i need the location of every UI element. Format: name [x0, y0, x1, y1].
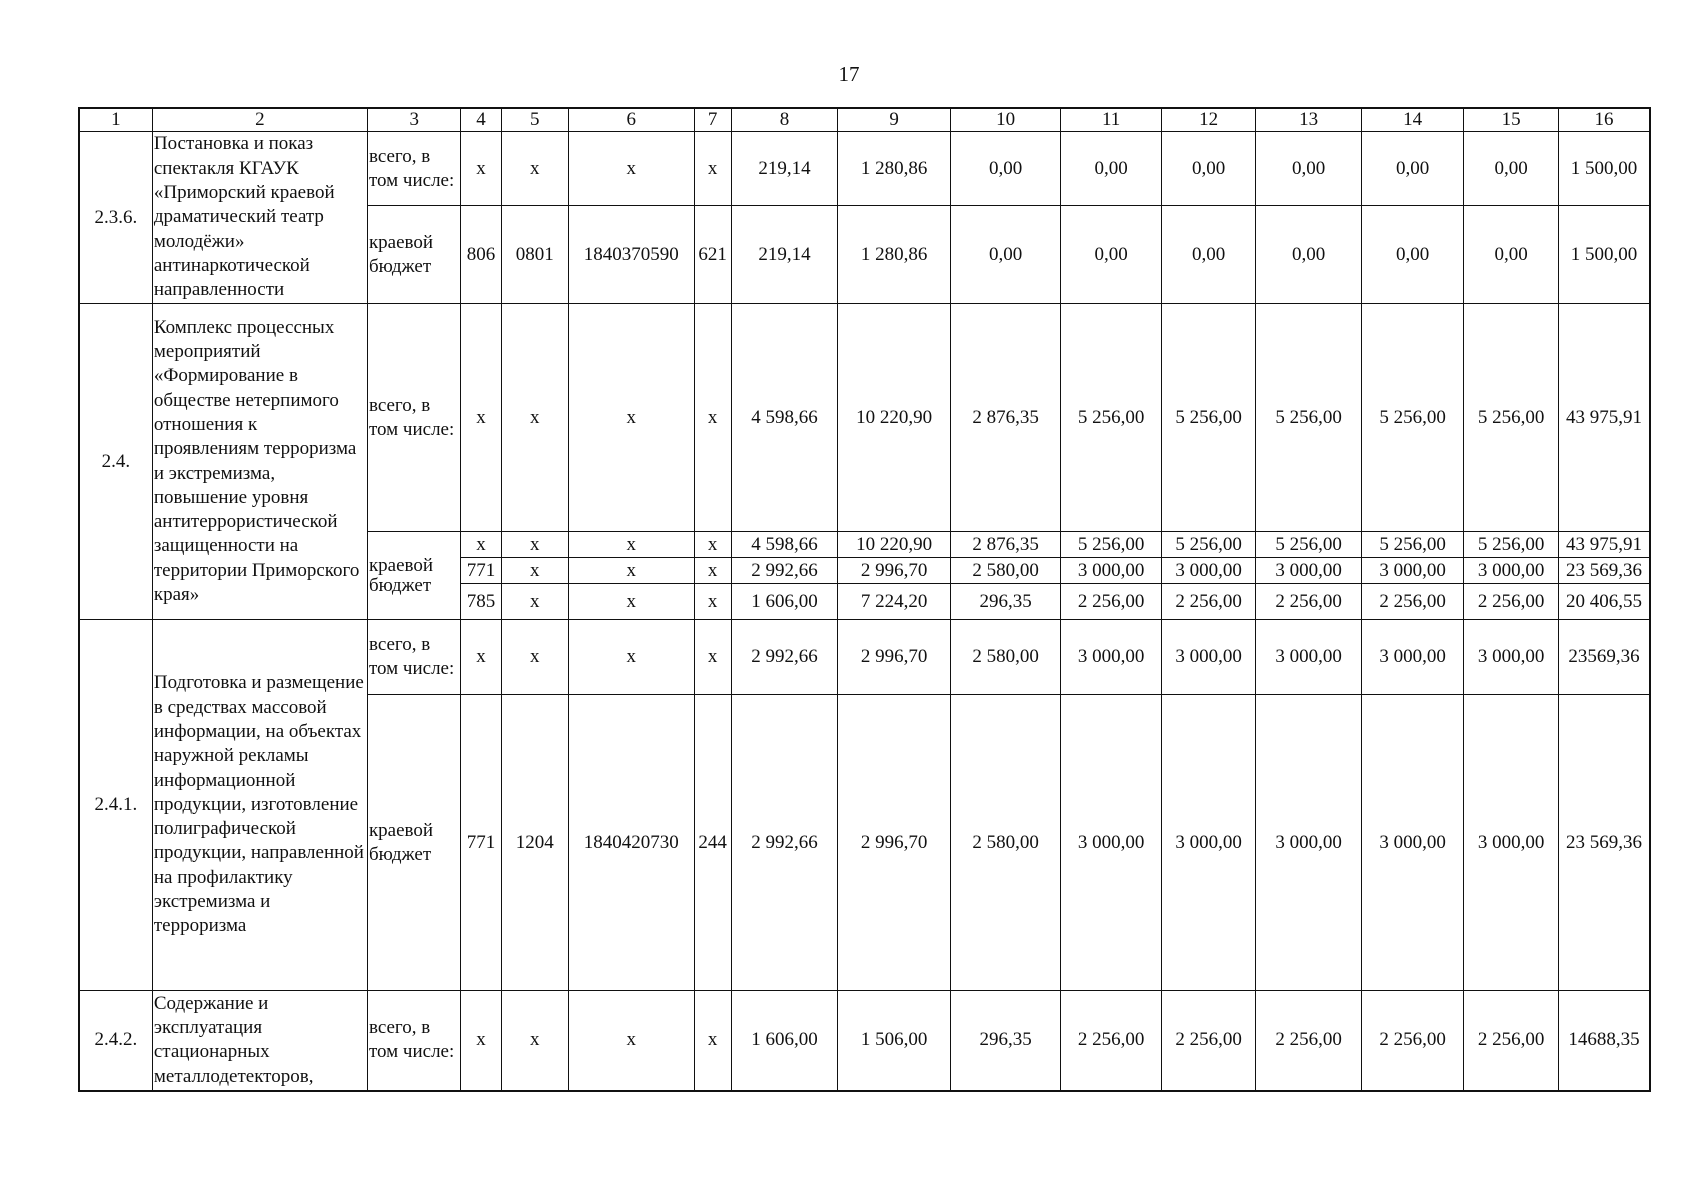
value-cell: 5 256,00	[1361, 304, 1464, 532]
column-number: 6	[568, 108, 694, 132]
value-cell: 2 256,00	[1061, 584, 1162, 620]
funding-source: всего, в том числе:	[367, 304, 460, 532]
code-cell: х	[568, 132, 694, 206]
value-cell: 2 996,70	[838, 695, 951, 991]
value-cell: 0,00	[1464, 206, 1558, 304]
code-cell: х	[568, 532, 694, 558]
value-cell: 2 256,00	[1361, 584, 1464, 620]
value-cell: 5 256,00	[1464, 304, 1558, 532]
value-cell: 10 220,90	[838, 532, 951, 558]
value-cell: 3 000,00	[1061, 558, 1162, 584]
funding-source: всего, в том числе:	[367, 620, 460, 695]
funding-source: всего, в том числе:	[367, 132, 460, 206]
code-cell: 806	[461, 206, 501, 304]
item-number: 2.4.	[79, 304, 152, 620]
value-cell: 2 992,66	[731, 558, 838, 584]
value-cell: 2 256,00	[1256, 584, 1362, 620]
item-name: Подготовка и размещение в средствах массовой информации, на объектах наружной рекламы информационной продукции, изготовление полиграфической продукции, направленной на профилактику экстремизма и терроризма	[152, 620, 367, 991]
code-cell: х	[568, 584, 694, 620]
code-cell: х	[461, 132, 501, 206]
code-cell: х	[694, 132, 731, 206]
value-cell: 43 975,91	[1558, 532, 1650, 558]
value-cell: 3 000,00	[1464, 620, 1558, 695]
value-cell: 0,00	[1256, 132, 1362, 206]
code-cell: 785	[461, 584, 501, 620]
value-cell: 2 256,00	[1256, 991, 1362, 1091]
value-cell: 2 580,00	[950, 695, 1061, 991]
value-cell: 3 000,00	[1256, 558, 1362, 584]
value-cell: 20 406,55	[1558, 584, 1650, 620]
item-number: 2.4.2.	[79, 991, 152, 1091]
value-cell: 5 256,00	[1361, 532, 1464, 558]
column-number: 12	[1161, 108, 1255, 132]
table-row	[79, 304, 1650, 532]
page-number: 17	[838, 62, 860, 86]
value-cell: 5 256,00	[1256, 532, 1362, 558]
code-cell: 0801	[501, 206, 568, 304]
value-cell: 296,35	[950, 991, 1061, 1091]
column-number: 7	[694, 108, 731, 132]
code-cell: х	[501, 991, 568, 1091]
code-cell: 621	[694, 206, 731, 304]
funding-source: всего, в том числе:	[367, 991, 460, 1091]
code-cell: х	[694, 584, 731, 620]
value-cell: 14688,35	[1558, 991, 1650, 1091]
value-cell: 0,00	[1361, 206, 1464, 304]
code-cell: х	[694, 558, 731, 584]
code-cell: х	[568, 991, 694, 1091]
code-cell: 1840420730	[568, 695, 694, 991]
value-cell: 0,00	[1464, 132, 1558, 206]
value-cell: 3 000,00	[1361, 695, 1464, 991]
value-cell: 3 000,00	[1464, 558, 1558, 584]
value-cell: 3 000,00	[1361, 620, 1464, 695]
value-cell: 0,00	[950, 132, 1061, 206]
value-cell: 2 992,66	[731, 620, 838, 695]
value-cell: 1 606,00	[731, 584, 838, 620]
item-name: Содержание и эксплуатация стационарных металлодетекторов,	[152, 991, 367, 1091]
column-number: 4	[461, 108, 501, 132]
value-cell: 2 992,66	[731, 695, 838, 991]
code-cell: х	[501, 304, 568, 532]
code-cell: х	[568, 558, 694, 584]
value-cell: 3 000,00	[1161, 620, 1255, 695]
value-cell: 219,14	[731, 132, 838, 206]
value-cell: 0,00	[950, 206, 1061, 304]
value-cell: 5 256,00	[1061, 304, 1162, 532]
code-cell: х	[694, 532, 731, 558]
value-cell: 3 000,00	[1161, 695, 1255, 991]
code-cell: х	[501, 620, 568, 695]
code-cell: х	[461, 532, 501, 558]
value-cell: 2 256,00	[1361, 991, 1464, 1091]
value-cell: 1 506,00	[838, 991, 951, 1091]
code-cell: х	[694, 991, 731, 1091]
value-cell: 0,00	[1361, 132, 1464, 206]
value-cell: 2 256,00	[1464, 584, 1558, 620]
value-cell: 3 000,00	[1256, 620, 1362, 695]
value-cell: 2 876,35	[950, 304, 1061, 532]
value-cell: 5 256,00	[1464, 532, 1558, 558]
value-cell: 296,35	[950, 584, 1061, 620]
code-cell: х	[501, 584, 568, 620]
column-number: 15	[1464, 108, 1558, 132]
value-cell: 2 580,00	[950, 620, 1061, 695]
value-cell: 2 256,00	[1464, 991, 1558, 1091]
code-cell: х	[461, 304, 501, 532]
value-cell: 3 000,00	[1361, 558, 1464, 584]
code-cell: х	[461, 991, 501, 1091]
table-row	[79, 132, 1650, 206]
column-number: 2	[152, 108, 367, 132]
value-cell: 0,00	[1256, 206, 1362, 304]
column-number: 14	[1361, 108, 1464, 132]
value-cell: 1 606,00	[731, 991, 838, 1091]
value-cell: 3 000,00	[1061, 695, 1162, 991]
table-row	[79, 991, 1650, 1091]
value-cell: 0,00	[1161, 206, 1255, 304]
column-number: 8	[731, 108, 838, 132]
value-cell: 2 996,70	[838, 558, 951, 584]
value-cell: 0,00	[1161, 132, 1255, 206]
code-cell: 771	[461, 558, 501, 584]
column-number: 10	[950, 108, 1061, 132]
value-cell: 1 280,86	[838, 132, 951, 206]
value-cell: 1 500,00	[1558, 132, 1650, 206]
value-cell: 2 996,70	[838, 620, 951, 695]
value-cell: 43 975,91	[1558, 304, 1650, 532]
code-cell: 1840370590	[568, 206, 694, 304]
value-cell: 5 256,00	[1061, 532, 1162, 558]
code-cell: х	[461, 620, 501, 695]
value-cell: 5 256,00	[1161, 532, 1255, 558]
code-cell: 1204	[501, 695, 568, 991]
column-number: 1	[79, 108, 152, 132]
value-cell: 2 580,00	[950, 558, 1061, 584]
funding-source: краевой бюджет	[367, 206, 460, 304]
value-cell: 1 500,00	[1558, 206, 1650, 304]
code-cell: х	[568, 304, 694, 532]
code-cell: 244	[694, 695, 731, 991]
value-cell: 23569,36	[1558, 620, 1650, 695]
code-cell: х	[501, 558, 568, 584]
value-cell: 23 569,36	[1558, 695, 1650, 991]
value-cell: 219,14	[731, 206, 838, 304]
item-name: Постановка и показ спектакля КГАУК «Приморский краевой драматический театр молодёжи» антинаркотической направленности	[152, 132, 367, 304]
code-cell: х	[694, 304, 731, 532]
value-cell: 23 569,36	[1558, 558, 1650, 584]
value-cell: 0,00	[1061, 132, 1162, 206]
item-name: Комплекс процессных мероприятий «Формирование в обществе нетерпимого отношения к проявлениям терроризма и экстремизма, повышение уровня антитеррористической защищенности на территории Приморского края»	[152, 304, 367, 620]
value-cell: 2 256,00	[1161, 584, 1255, 620]
value-cell: 3 000,00	[1061, 620, 1162, 695]
value-cell: 3 000,00	[1256, 695, 1362, 991]
code-cell: х	[694, 620, 731, 695]
budget-table	[78, 107, 1651, 1092]
code-cell: 771	[461, 695, 501, 991]
value-cell: 7 224,20	[838, 584, 951, 620]
funding-source: краевой бюджет	[367, 695, 460, 991]
column-number: 9	[838, 108, 951, 132]
funding-source: краевой бюджет	[367, 532, 460, 620]
value-cell: 5 256,00	[1161, 304, 1255, 532]
value-cell: 2 256,00	[1161, 991, 1255, 1091]
table-row	[79, 620, 1650, 695]
item-number: 2.4.1.	[79, 620, 152, 991]
value-cell: 4 598,66	[731, 304, 838, 532]
item-number: 2.3.6.	[79, 132, 152, 304]
value-cell: 0,00	[1061, 206, 1162, 304]
column-number: 3	[367, 108, 460, 132]
value-cell: 3 000,00	[1464, 695, 1558, 991]
column-number: 11	[1061, 108, 1162, 132]
value-cell: 5 256,00	[1256, 304, 1362, 532]
column-number: 16	[1558, 108, 1650, 132]
column-number: 13	[1256, 108, 1362, 132]
code-cell: х	[568, 620, 694, 695]
column-number: 5	[501, 108, 568, 132]
value-cell: 10 220,90	[838, 304, 951, 532]
column-number-row	[79, 108, 1650, 132]
value-cell: 2 876,35	[950, 532, 1061, 558]
value-cell: 4 598,66	[731, 532, 838, 558]
value-cell: 1 280,86	[838, 206, 951, 304]
value-cell: 3 000,00	[1161, 558, 1255, 584]
code-cell: х	[501, 132, 568, 206]
value-cell: 2 256,00	[1061, 991, 1162, 1091]
code-cell: х	[501, 532, 568, 558]
